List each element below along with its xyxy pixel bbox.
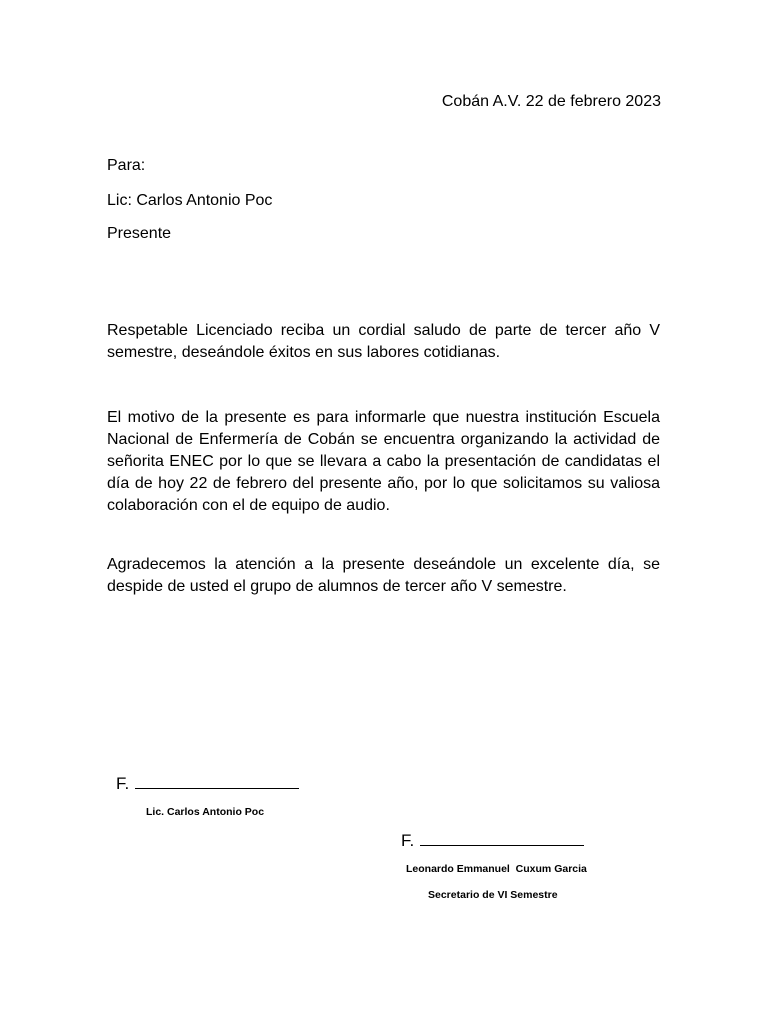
recipient-closing: Presente [107, 225, 172, 242]
signature-rule-right [420, 844, 584, 846]
recipient-name: Lic: Carlos Antonio Poc [107, 192, 273, 209]
greeting-paragraph: Respetable Licenciado reciba un cordial saludo de parte de tercer año V semestre, deseándole éxitos en sus labores cotidianas. [107, 322, 660, 361]
signature-line-right [401, 831, 584, 851]
signature-rule-left [135, 787, 299, 789]
signature-prefix-left: F. [116, 774, 130, 793]
signature-prefix-right: F. [401, 831, 415, 850]
recipient-salutation: Para: [107, 157, 146, 174]
signature-title-right: Secretario de VI Semestre [428, 889, 558, 901]
signature-name-right: Leonardo Emmanuel Cuxum Garcia [406, 863, 587, 875]
letter-date: Cobán A.V. 22 de febrero 2023 [441, 93, 661, 110]
closing-paragraph: Agradecemos la atención a la presente deseándole un excelente día, se despide de usted el grupo de alumnos de tercer año V semestre. [107, 556, 660, 595]
signature-line-left [116, 774, 299, 794]
purpose-paragraph: El motivo de la presente es para informarle que nuestra institución Escuela Nacional de Enfermería de Cobán se encuentra organizando la actividad de señorita ENEC por lo que se llevara a cabo la presentación de candidatas el día de hoy 22 de febrero del presente año, por lo que solicitamos su valiosa colaboración con el de equipo de audio. [107, 409, 660, 514]
signature-name-left: Lic. Carlos Antonio Poc [146, 806, 265, 818]
